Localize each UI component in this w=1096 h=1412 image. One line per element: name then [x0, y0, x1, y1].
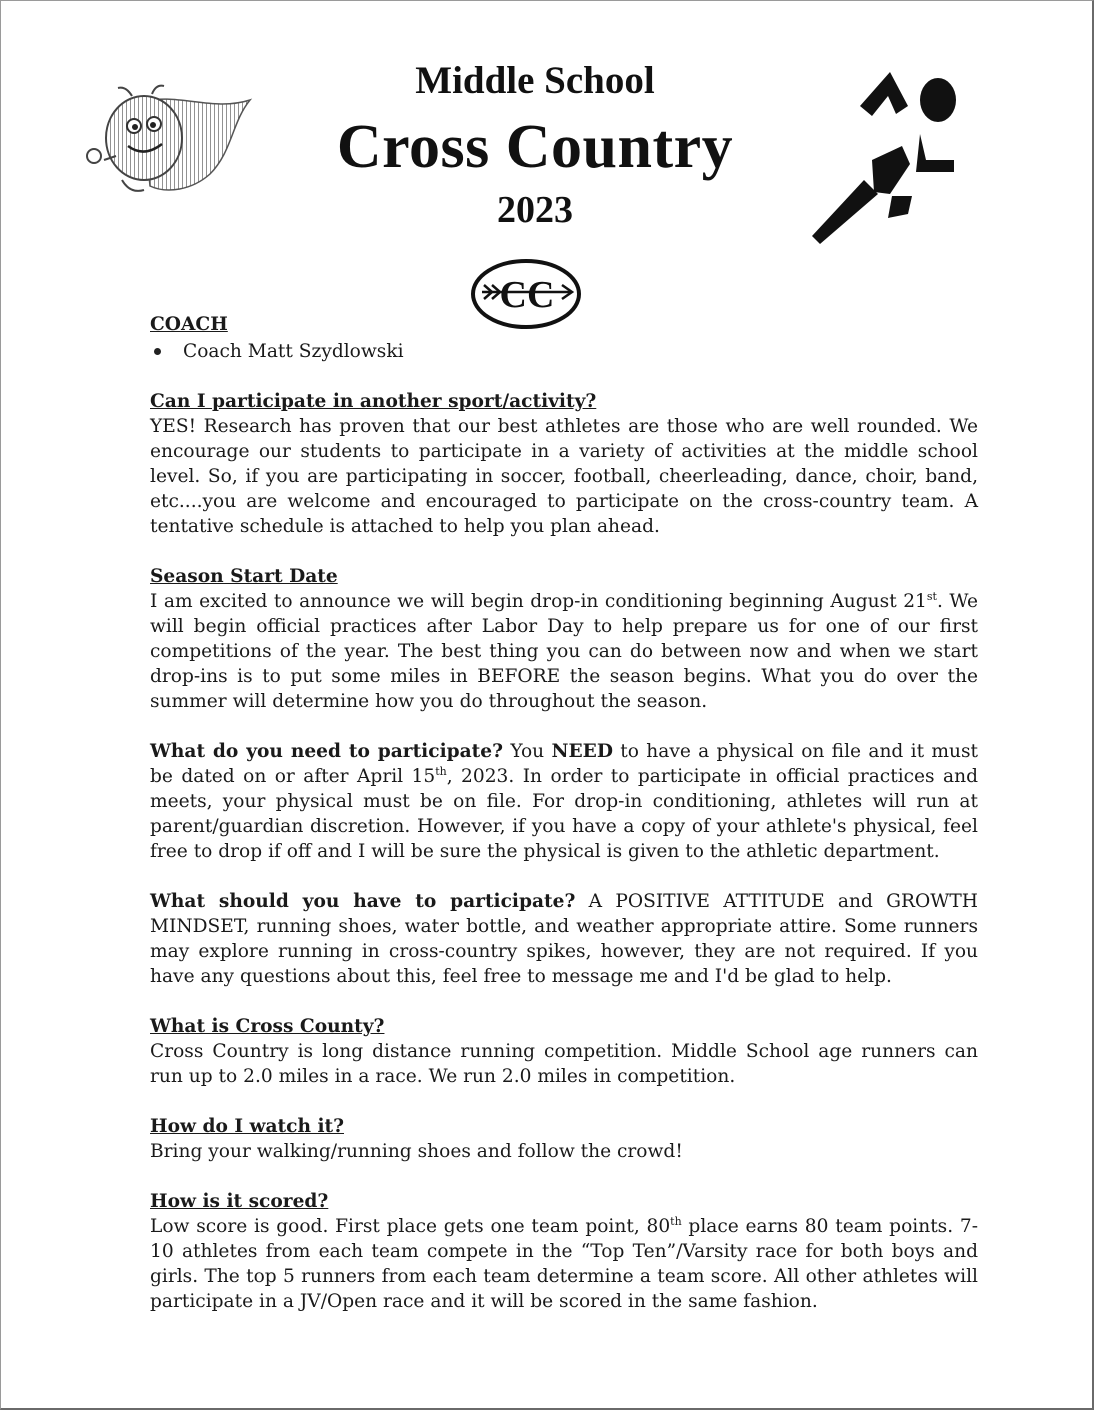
- need-text-1: You: [503, 741, 552, 762]
- cc-logo-text: CC: [499, 274, 555, 316]
- coach-heading: COACH: [150, 314, 228, 335]
- need-emphasis: NEED: [551, 741, 613, 762]
- document-body: [150, 312, 978, 1314]
- should-text: A POSITIVE ATTITUDE and GROWTH MINDSET, running shoes, water bottle, and weather appropriate attire. Some runners may explore running in cross-country spikes, however, they are not required. If you have any questions about this, feel free to message me and I'd be glad to help.: [150, 891, 978, 987]
- what-is-section: [150, 1014, 978, 1089]
- scored-sup: th: [670, 1214, 682, 1228]
- mascot-icon: [82, 82, 254, 200]
- other-sport-section: [150, 389, 978, 539]
- start-date-section: [150, 564, 978, 714]
- watch-body: Bring your walking/running shoes and follow the crowd!: [150, 1141, 683, 1162]
- need-text-3: , 2023. In order to participate in official practices and meets, your physical must be on file. For drop-in conditioning, athletes will run at parent/guardian discretion. However, if you have a copy of your athlete's physical, feel free to drop if off and I will be sure the physical is given to the athletic department.: [150, 766, 978, 862]
- need-text-2: to have a physical on file and it must be dated on or after April 15: [150, 741, 978, 787]
- watch-heading: How do I watch it?: [150, 1116, 344, 1137]
- start-date-sup: st: [926, 589, 937, 603]
- scored-text-1: Low score is good. First place gets one team point, 80: [150, 1216, 671, 1237]
- other-sport-body: YES! Research has proven that our best athletes are those who are well rounded. We encourage our students to participate in a variety of activities at the middle school level. So, if you are participating in soccer, football, cheerleading, dance, choir, band, etc....you are welcome and encouraged to participate on the cross-country team. A tentative schedule is attached to help you plan ahead.: [150, 416, 978, 537]
- start-date-text-2: . We will begin official practices after Labor Day to help prepare us for one of our first competitions of the year. The best thing you can do between now and when we start drop-ins is to put some miles in BEFORE the season begins. What you do over the summer will determine how you do throughout the season.: [150, 591, 979, 712]
- need-body: [150, 739, 978, 864]
- need-sup: th: [435, 764, 447, 778]
- scored-section: [150, 1189, 978, 1314]
- bullet-icon: [154, 348, 161, 355]
- title-year: 2023: [497, 189, 573, 231]
- title-sport: Cross Country: [336, 113, 734, 181]
- scored-heading: How is it scored?: [150, 1191, 329, 1212]
- what-is-body: Cross Country is long distance running competition. Middle School age runners can run up to 2.0 miles in a race. We run 2.0 miles in competition.: [150, 1041, 978, 1087]
- start-date-body: [150, 589, 978, 714]
- start-date-heading: Season Start Date: [150, 566, 338, 587]
- should-heading: What should you have to participate?: [150, 891, 576, 912]
- scored-body: [150, 1214, 978, 1314]
- watch-section: [150, 1114, 978, 1164]
- other-sport-heading: Can I participate in another sport/activity?: [150, 391, 597, 412]
- title-block: [300, 58, 770, 232]
- coach-section: [150, 312, 978, 364]
- title-school-level: Middle School: [415, 59, 655, 102]
- need-section: [150, 739, 978, 864]
- start-date-text-1: I am excited to announce we will begin drop-in conditioning beginning August 21: [150, 591, 927, 612]
- runner-icon: [808, 68, 958, 248]
- scored-text-2: place earns 80 team points. 7-10 athletes from each team compete in the “Top Ten”/Varsity race for both boys and girls. The top 5 runners from each team determine a team score. All other athletes will participate in a JV/Open race and it will be scored in the same fashion.: [150, 1216, 978, 1312]
- coach-list: [150, 339, 978, 364]
- need-heading: What do you need to participate?: [150, 741, 503, 762]
- should-section: [150, 889, 978, 989]
- what-is-heading: What is Cross County?: [150, 1016, 385, 1037]
- coach-list-item: [154, 339, 978, 364]
- should-body: [150, 889, 978, 989]
- coach-name: Coach Matt Szydlowski: [183, 341, 404, 362]
